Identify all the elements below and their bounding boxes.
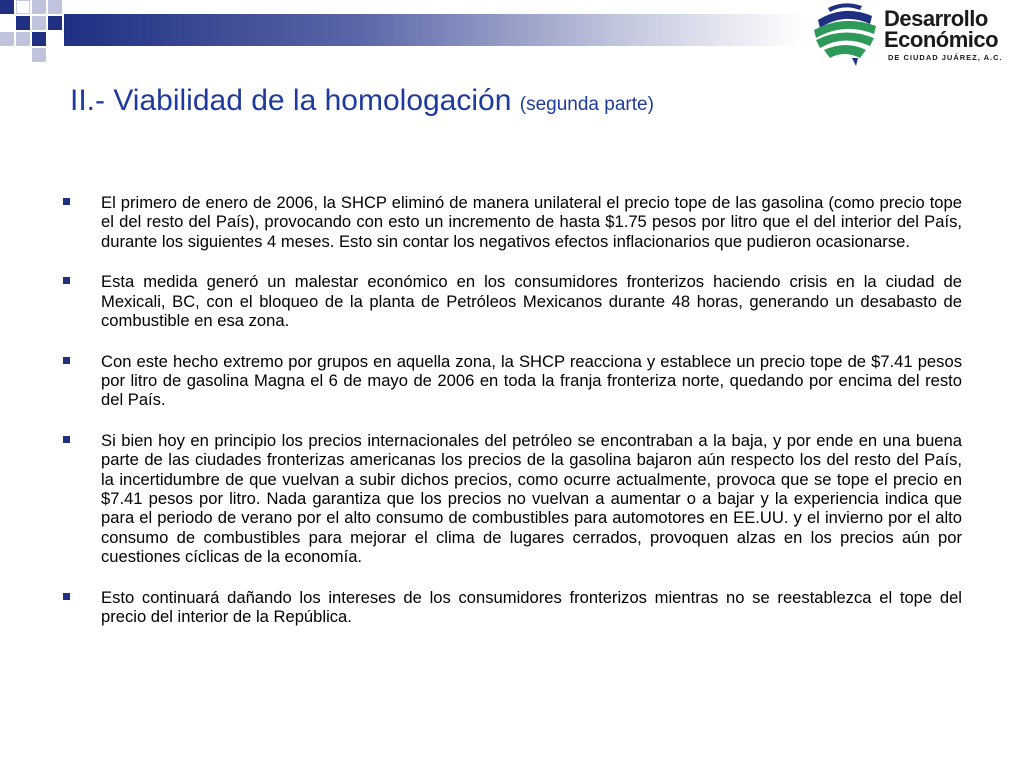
decor-square — [16, 32, 30, 46]
decor-square — [32, 48, 46, 62]
decor-square — [16, 0, 30, 14]
logo-text-line2: Económico — [884, 27, 999, 52]
bullet-item — [58, 193, 962, 251]
square-bullet-icon — [63, 198, 70, 205]
decor-square — [32, 0, 46, 14]
logo-tagline: DE CIUDAD JUÁREZ, A.C. — [888, 53, 1003, 62]
bullet-item — [58, 431, 962, 566]
slide-title-main: II.- Viabilidad de la homologación — [70, 84, 512, 117]
decor-square — [32, 32, 46, 46]
decor-square — [0, 32, 14, 46]
bullet-item — [58, 352, 962, 410]
decor-square — [32, 16, 46, 30]
decor-square — [48, 16, 62, 30]
square-bullet-icon — [63, 357, 70, 364]
bullet-text: Esta medida generó un malestar económico en los consumidores fronterizos haciendo crisis en la ciudad de Mexicali, BC, con el bloqueo de la planta de Petróleos Mexicanos durante 48 horas, generando un desabasto de combustible en esa zona. — [101, 272, 962, 330]
bullet-text: El primero de enero de 2006, la SHCP eliminó de manera unilateral el precio tope de las gasolina (como precio tope el del resto del País), provocando con esto un incremento de hasta $1.75 pesos por litro que el del interior del País, durante los siguientes 4 meses. Esto sin contar los negativos efectos inflacionarios que pudieron ocasionarse. — [101, 193, 962, 251]
decor-square — [16, 16, 30, 30]
logo-text-line1: Desarrollo — [884, 6, 988, 31]
bullet-text: Si bien hoy en principio los precios internacionales del petróleo se encontraban a la baja, y por ende en una buena parte de las ciudades fronterizas americanas los precios de la gasolina bajaron aún respecto los del resto del País, la incertidumbre de que vuelvan a subir dichos precios, como ocurre actualmente, provoca que se tope el precio en $7.41 pesos por litro. Nada garantiza que los precios no vuelvan a aumentar o a bajar y la experiencia indica que para el periodo de verano por el alto consumo de combustibles para automotores en EE.UU. y el invierno por el alto consumo de combustibles para mejorar el clima de lugares cerrados, provoquen alzas en los precios aún por cuestiones cíclicas de la economía. — [101, 431, 962, 566]
square-bullet-icon — [63, 593, 70, 600]
bullet-item — [58, 588, 962, 627]
decor-square — [0, 0, 14, 14]
bullet-text: Esto continuará dañando los intereses de los consumidores fronterizos mientras no se reestablezca el tope del precio del interior de la República. — [101, 587, 962, 627]
header-gradient-bar — [64, 14, 804, 46]
logo — [806, 0, 1024, 70]
slide-title — [70, 84, 654, 118]
bullet-list — [58, 193, 962, 648]
globe-logo-icon — [808, 0, 884, 68]
bullet-item — [58, 272, 962, 330]
square-bullet-icon — [63, 277, 70, 284]
slide-title-suffix: (segunda parte) — [519, 94, 654, 115]
square-bullet-icon — [63, 436, 70, 443]
decor-square — [48, 0, 62, 14]
bullet-text: Con este hecho extremo por grupos en aquella zona, la SHCP reacciona y establece un precio tope de $7.41 pesos por litro de gasolina Magna el 6 de mayo de 2006 en toda la franja fronteriza norte, quedando por encima del resto del País. — [101, 351, 962, 410]
